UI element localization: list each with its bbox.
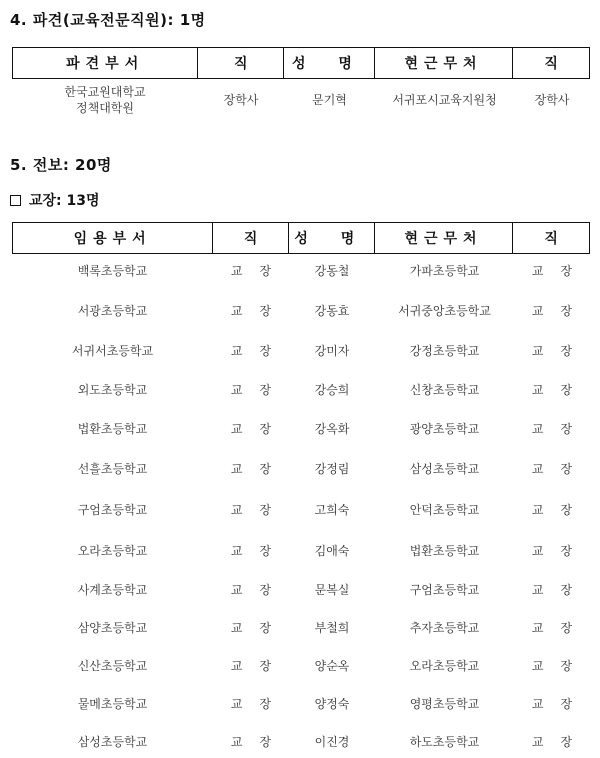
name-cell: 김애숙 [314,544,350,558]
current-position-cell: 교장 [531,697,590,711]
col-position: 직 [213,223,289,253]
dept-cell: 물메초등학교 [77,697,148,711]
position-cell: 교장 [230,659,289,673]
current-position-cell: 교장 [531,621,590,635]
dept-cell: 삼성초등학교 [77,735,148,749]
principal-count-label: 교장: 13명 [29,193,100,209]
dept-line-1: 한국교원대학교 [64,85,146,99]
name-cell: 강정림 [314,462,350,476]
section-4-heading: 4. 파견(교육전문직원): 1명 [10,11,206,29]
current-position-cell: 교장 [531,659,590,673]
current-workplace-cell: 삼성초등학교 [409,462,480,476]
col-appointed-dept: 임용부서 [13,223,213,253]
current-position-cell: 장학사 [534,93,570,107]
position-cell: 교장 [230,344,289,358]
current-workplace-cell: 광양초등학교 [409,422,480,436]
col-current-position: 직 [544,56,558,72]
col-dispatch-dept: 파견부서 [13,48,198,78]
current-workplace-cell: 서귀포시교육지원청 [392,93,497,107]
table-row [12,419,590,439]
table-row [12,341,590,361]
dept-cell: 사계초등학교 [77,583,148,597]
dept-cell: 서광초등학교 [77,304,148,318]
dept-cell: 법환초등학교 [77,422,148,436]
current-workplace-cell: 구엄초등학교 [409,583,480,597]
position-cell: 교장 [230,304,289,318]
name-cell: 이진경 [314,735,350,749]
position-cell: 교장 [230,621,289,635]
current-workplace-cell: 오라초등학교 [409,659,480,673]
table-row [12,694,590,714]
table-row [12,261,590,281]
name-cell: 문기혁 [312,93,347,107]
table-row [12,380,590,400]
current-workplace-cell: 영평초등학교 [409,697,480,711]
table-row [12,301,590,321]
col-current-workplace: 현근무처 [375,48,514,78]
position-cell: 장학사 [223,93,259,107]
current-workplace-cell: 신창초등학교 [409,383,480,397]
name-cell: 강승희 [314,383,350,397]
position-cell: 교장 [230,544,289,558]
dept-cell [12,80,198,120]
name-cell: 양순옥 [314,659,350,673]
name-cell: 고희숙 [314,503,350,517]
dept-cell: 백록초등학교 [77,264,148,278]
table-row [12,541,590,561]
current-position-cell: 교장 [531,544,590,558]
current-position-cell: 교장 [531,462,590,476]
current-position-cell: 교장 [531,503,590,517]
current-workplace-cell: 법환초등학교 [409,544,480,558]
col-position: 직 [198,48,284,78]
current-workplace-cell: 서귀중앙초등학교 [398,304,491,318]
current-position-cell: 교장 [531,583,590,597]
dept-cell: 삼양초등학교 [77,621,148,635]
dept-cell: 서귀서초등학교 [71,344,154,358]
col-current-position: 직 [544,231,558,247]
table-row [12,500,590,520]
position-cell: 교장 [230,422,289,436]
current-workplace-cell: 하도초등학교 [409,735,480,749]
dept-cell: 오라초등학교 [77,544,148,558]
current-position-cell: 교장 [531,735,590,749]
current-position-cell: 교장 [531,264,590,278]
dept-cell: 선흘초등학교 [77,462,148,476]
name-cell: 강동철 [314,264,350,278]
dept-cell: 구엄초등학교 [77,503,148,517]
current-workplace-cell: 추자초등학교 [409,621,480,635]
dispatch-table-header [12,47,590,79]
position-cell: 교장 [230,697,289,711]
current-position-cell: 교장 [531,383,590,397]
position-cell: 교장 [230,735,289,749]
current-workplace-cell: 강정초등학교 [409,344,480,358]
name-cell: 강동효 [314,304,350,318]
col-name: 성 명 [289,223,375,253]
table-row [12,732,590,752]
current-position-cell: 교장 [531,304,590,318]
position-cell: 교장 [230,503,289,517]
dispatch-table-row [12,80,590,120]
position-cell: 교장 [230,383,289,397]
section-5-heading: 5. 전보: 20명 [10,156,112,174]
position-cell: 교장 [230,583,289,597]
position-cell: 교장 [230,462,289,476]
name-cell: 부철희 [314,621,350,635]
dept-cell: 신산초등학교 [77,659,148,673]
name-cell: 강옥화 [314,422,350,436]
table-row [12,618,590,638]
table-row [12,459,590,479]
principal-subheading [10,190,100,210]
col-name: 성 명 [284,48,375,78]
current-workplace-cell: 가파초등학교 [409,264,480,278]
current-position-cell: 교장 [531,422,590,436]
dept-line-2: 정책대학원 [76,101,134,115]
current-workplace-cell: 안덕초등학교 [409,503,480,517]
table-row [12,580,590,600]
checkbox-icon [10,195,21,206]
current-position-cell: 교장 [531,344,590,358]
col-current-workplace: 현근무처 [375,223,514,253]
transfer-table-header [12,222,590,254]
position-cell: 교장 [230,264,289,278]
table-row [12,656,590,676]
name-cell: 양정숙 [314,697,350,711]
dept-cell: 외도초등학교 [77,383,148,397]
name-cell: 강미자 [314,344,350,358]
name-cell: 문복실 [314,583,350,597]
